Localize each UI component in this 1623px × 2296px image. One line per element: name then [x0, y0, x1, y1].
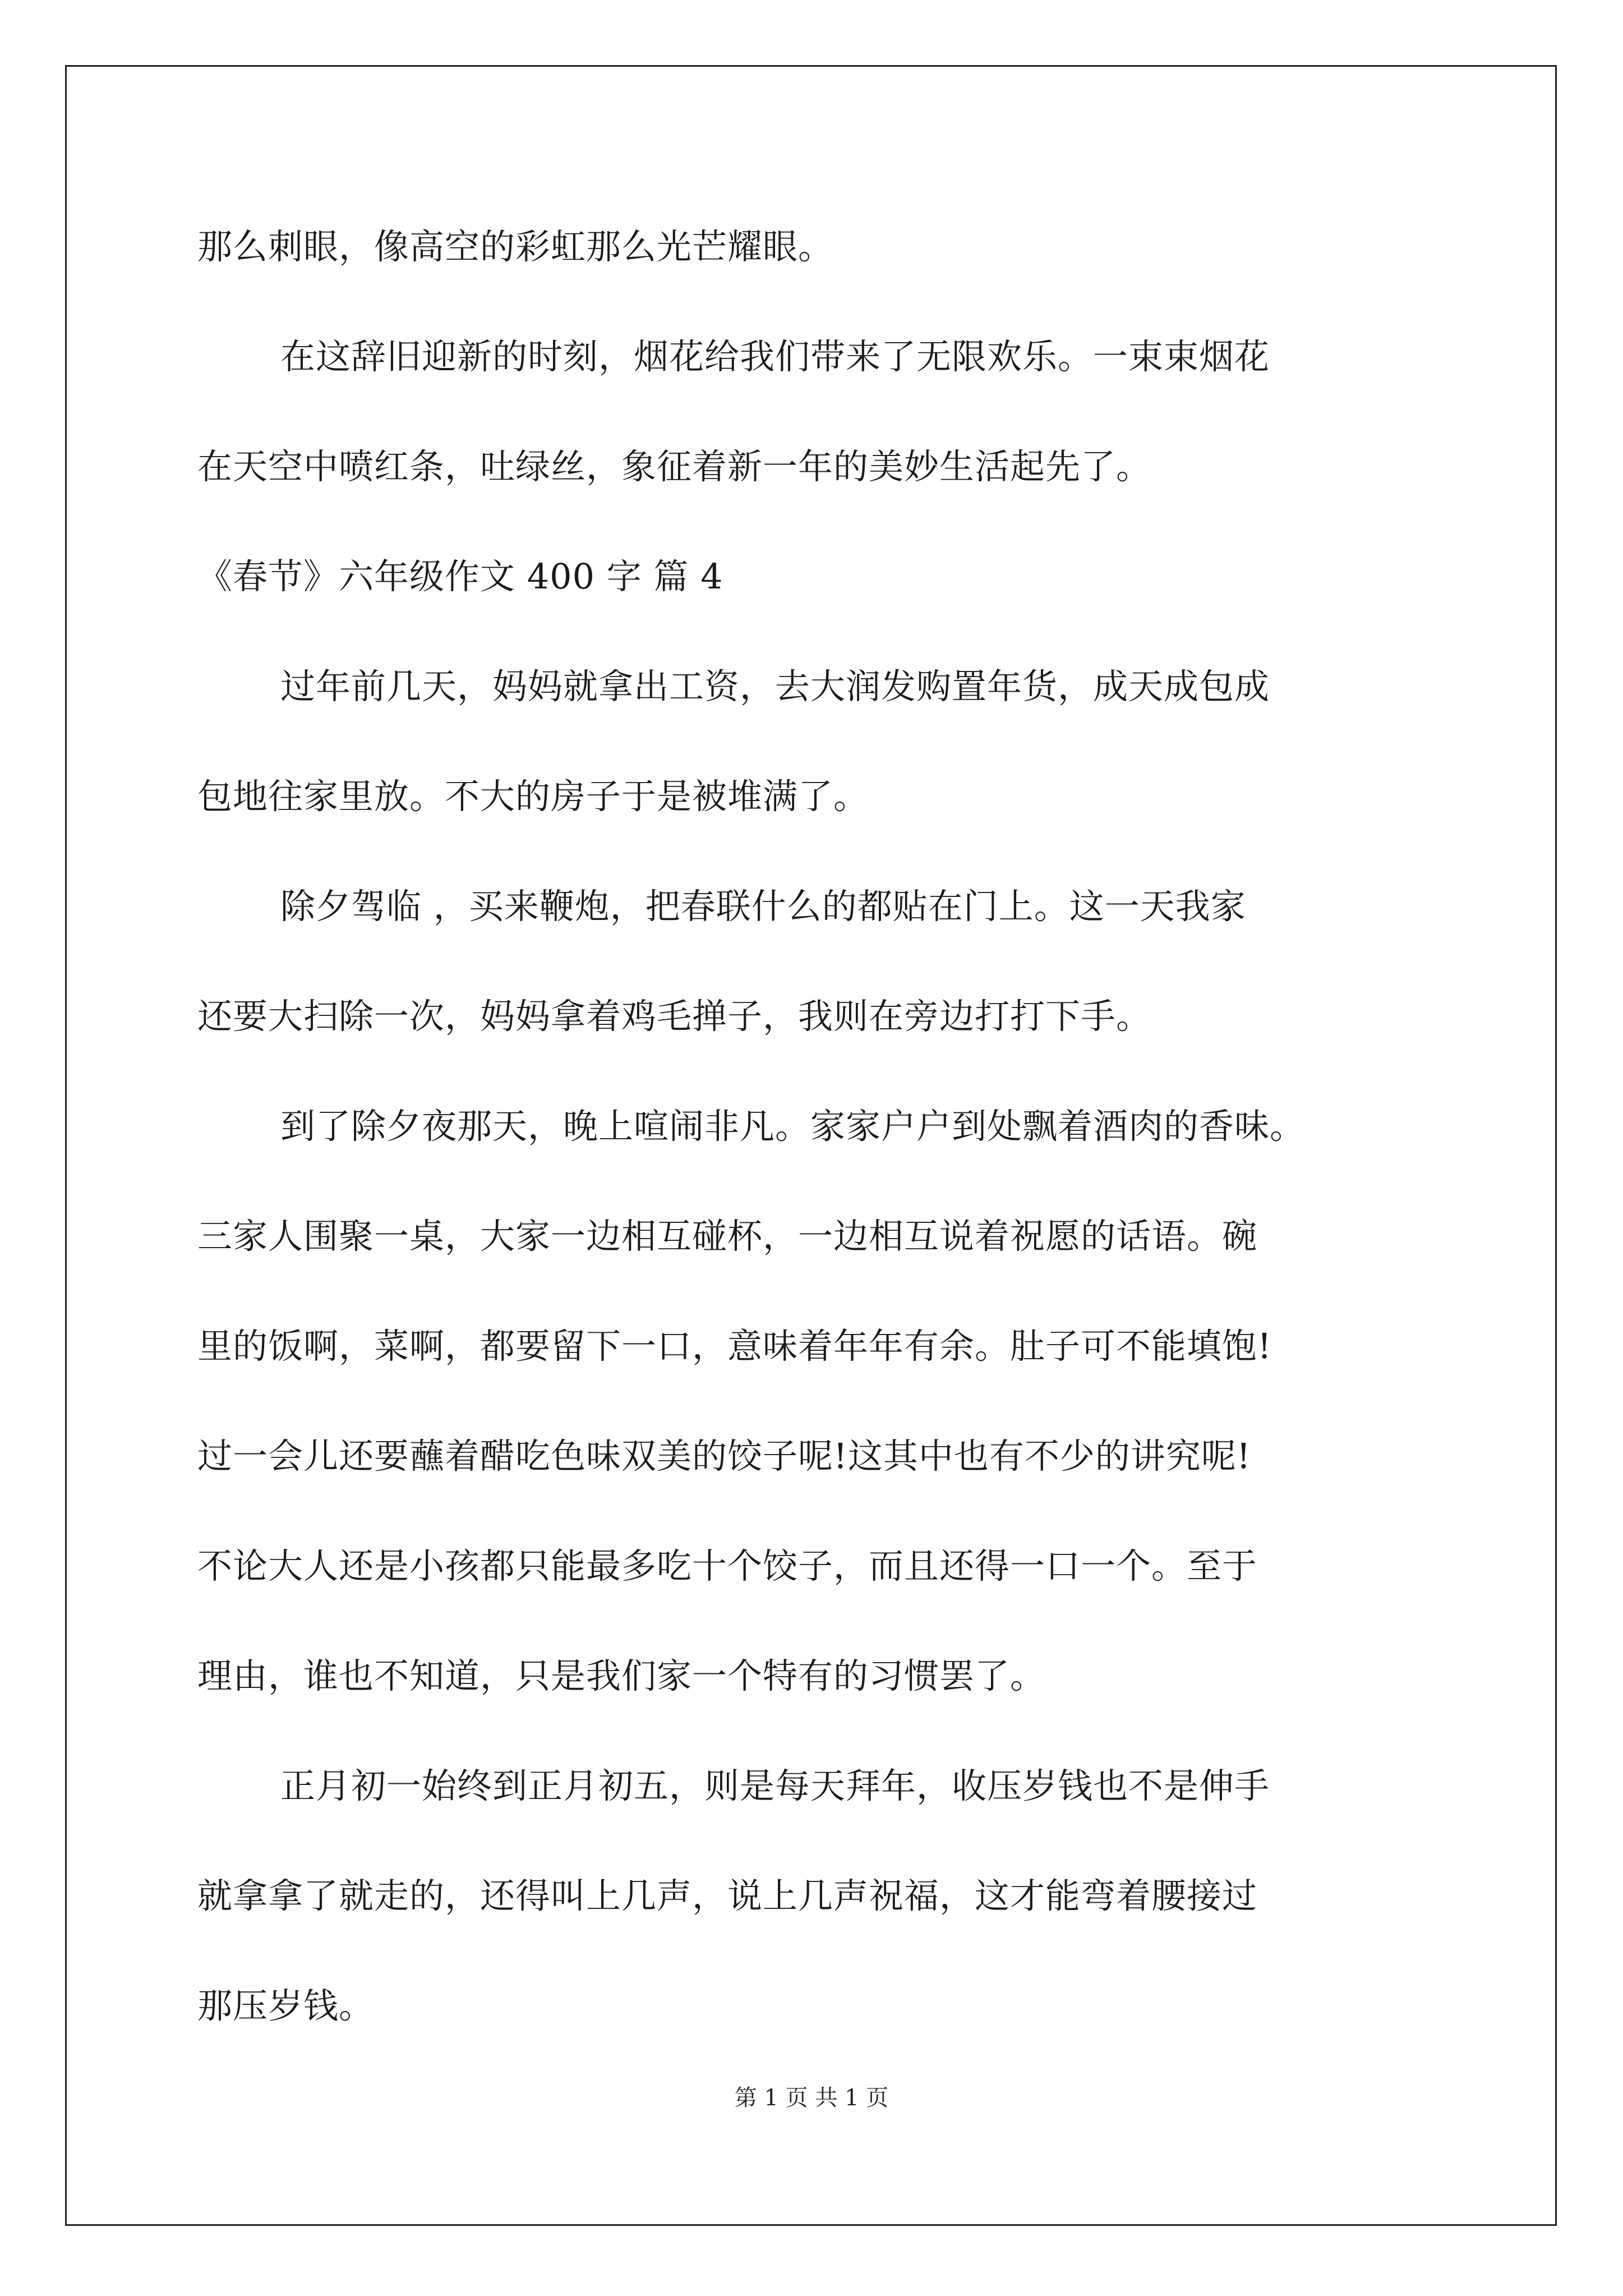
paragraph-start-line: 除夕驾临 ，买来鞭炮，把春联什么的都贴在门上。这一天我家 [280, 886, 1246, 927]
text-line: 还要大扫除一次，妈妈拿着鸡毛掸子，我则在旁边打打下手。 [197, 996, 1152, 1037]
text-line: 那压岁钱。 [197, 1985, 375, 2026]
text-line: 包地往家里放。不大的房子于是被堆满了。 [197, 776, 869, 817]
section-heading: 《春节》六年级作文 400 字 篇 4 [197, 556, 723, 597]
paragraph-start-line: 在这辞旧迎新的时刻，烟花给我们带来了无限欢乐。一束束烟花 [280, 336, 1270, 377]
text-line: 理由，谁也不知道，只是我们家一个特有的习惯罢了。 [197, 1655, 1046, 1696]
text-line: 就拿拿了就走的，还得叫上几声，说上几声祝福，这才能弯着腰接过 [197, 1875, 1258, 1916]
text-line: 那么刺眼，像高空的彩虹那么光芒耀眼。 [197, 226, 834, 267]
page-number-footer: 第 1 页 共 1 页 [734, 2085, 889, 2111]
text-line: 过一会儿还要蘸着醋吃色味双美的饺子呢!这其中也有不少的讲究呢! [197, 1435, 1251, 1476]
paragraph-start-line: 过年前几天，妈妈就拿出工资，去大润发购置年货，成天成包成 [280, 666, 1270, 707]
text-line: 三家人围聚一桌，大家一边相互碰杯，一边相互说着祝愿的话语。碗 [197, 1216, 1258, 1257]
paragraph-start-line: 到了除夕夜那天，晚上喧闹非凡。家家户户到处飘着酒肉的香味。 [280, 1106, 1306, 1147]
text-line: 里的饭啊，菜啊，都要留下一口，意味着年年有余。肚子可不能填饱! [197, 1326, 1272, 1366]
paragraph-start-line: 正月初一始终到正月初五，则是每天拜年，收压岁钱也不是伸手 [280, 1765, 1270, 1806]
text-line: 在天空中喷红条，吐绿丝，象征着新一年的美妙生活起先了。 [197, 446, 1152, 487]
text-line: 不论大人还是小孩都只能最多吃十个饺子，而且还得一口一个。至于 [197, 1545, 1258, 1586]
